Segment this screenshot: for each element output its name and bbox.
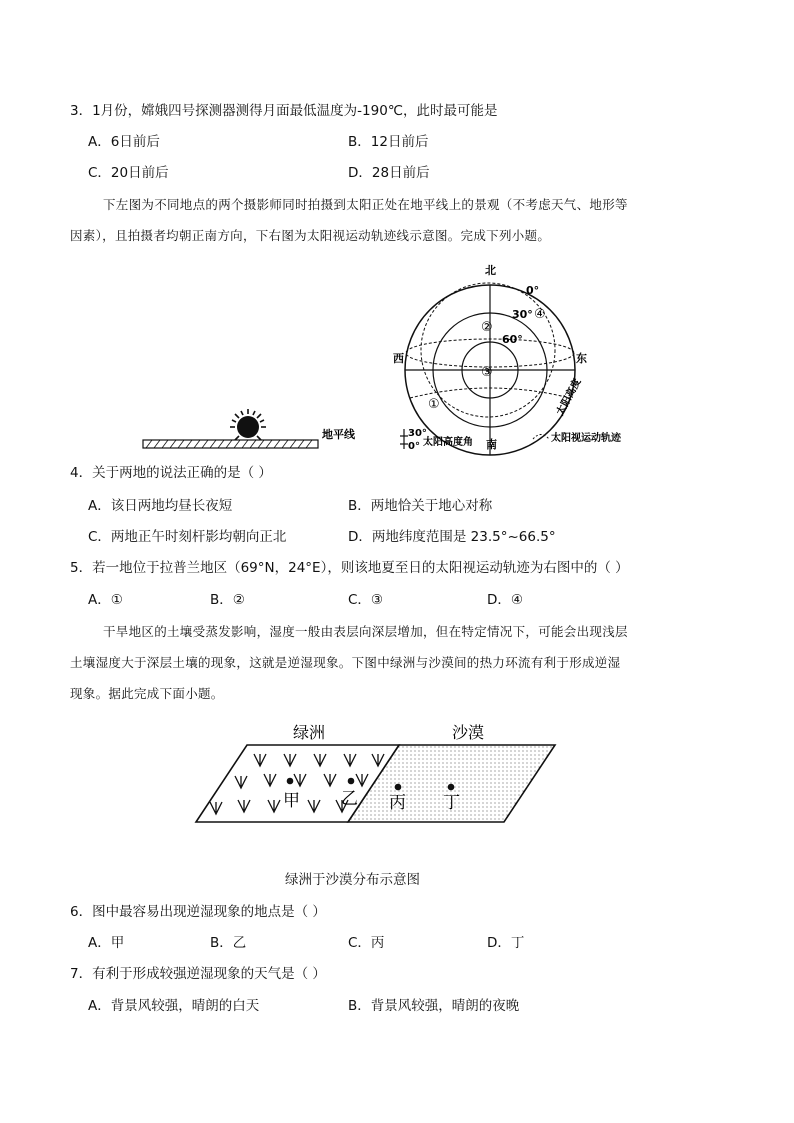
q5-option-a[interactable]: A．① [88,592,123,608]
sun-track-diagram [390,258,650,458]
track-2-marker: ② [481,320,493,335]
q7-option-a[interactable]: A．背景风较强，晴朗的白天 [88,998,260,1014]
desert-label: 沙漠 [452,723,485,742]
intro-1-line-1: 下左图为不同地点的两个摄影师同时拍摄到太阳正处在地平线上的景观（不考虑天气、地形等 [103,197,628,212]
angle-0-label: 0° [526,284,540,297]
angle-30-label: 30° [512,308,533,321]
sun-altitude-label: 太阳高度 [554,376,584,418]
q5-option-b[interactable]: B．② [210,592,245,608]
point-ding-marker [448,784,455,791]
west-label: 西 [393,352,404,365]
intro-2-line-2: 土壤湿度大于深层土壤的现象，这就是逆湿现象。下图中绿洲与沙漠间的热力环流有利于形成逆湿 [70,655,621,670]
question-3-stem: 3．1月份，嫦娥四号探测器测得月面最低温度为-190℃，此时最可能是 [70,103,498,119]
intro-2-line-1: 干旱地区的土壤受蒸发影响，湿度一般由表层向深层增加，但在特定情况下，可能会出现浅层 [103,624,628,639]
track-4-marker: ④ [534,307,546,322]
legend-0-label: 0° [408,441,420,452]
oasis-desert-diagram [190,718,570,828]
q6-option-b[interactable]: B．乙 [210,935,247,951]
q4-option-c[interactable]: C．两地正午时刻杆影均朝向正北 [88,529,287,545]
east-label: 东 [576,352,587,365]
intro-2-line-3: 现象。据此完成下面小题。 [70,686,224,701]
track-1-marker: ① [428,397,440,412]
legend-30-label: 30° [408,428,427,439]
q4-option-d[interactable]: D．两地纬度范围是 23.5°~66.5° [348,529,556,545]
q3-option-a[interactable]: A．6日前后 [88,134,160,150]
q3-option-d[interactable]: D．28日前后 [348,165,430,181]
north-label: 北 [485,264,496,277]
point-bing-label: 丙 [389,793,406,813]
q5-option-d[interactable]: D．④ [487,592,523,608]
q6-option-c[interactable]: C．丙 [348,935,385,951]
horizon-label: 地平线 [322,428,355,441]
point-yi-marker [348,778,355,785]
legend-track-label: 太阳视运动轨迹 [551,433,621,444]
legend-angle-label: 太阳高度角 [423,437,473,448]
altitude-legend-icon [400,429,408,449]
intro-1-line-2: 因素），且拍摄者均朝正南方向，下右图为太阳视运动轨迹线示意图。完成下列小题。 [70,228,551,243]
horizon-ground [143,440,318,448]
point-jia-marker [287,778,294,785]
question-6-stem: 6．图中最容易出现逆湿现象的地点是（ ） [70,904,326,920]
angle-60-label: 60° [502,333,523,346]
track-3-marker: ③ [481,365,493,380]
q7-option-b[interactable]: B．背景风较强，晴朗的夜晚 [348,998,520,1014]
q4-option-b[interactable]: B．两地恰关于地心对称 [348,498,493,514]
point-ding-label: 丁 [443,793,460,813]
sun-horizon-figure [140,400,380,460]
point-yi-label: 乙 [341,789,358,809]
q6-option-d[interactable]: D．丁 [487,935,525,951]
oasis-label: 绿洲 [293,723,326,742]
south-label: 南 [486,438,497,451]
question-7-stem: 7．有利于形成较强逆湿现象的天气是（ ） [70,966,326,982]
q3-option-b[interactable]: B．12日前后 [348,134,429,150]
q6-option-a[interactable]: A．甲 [88,935,125,951]
point-jia-label: 甲 [283,791,300,811]
question-5-stem: 5．若一地位于拉普兰地区（69°N，24°E），则该地夏至日的太阳视运动轨迹为右图中的（ ） [70,560,629,576]
q4-option-a[interactable]: A．该日两地均昼长夜短 [88,498,233,514]
q3-option-c[interactable]: C．20日前后 [88,165,169,181]
q5-option-c[interactable]: C．③ [348,592,384,608]
point-bing-marker [395,784,402,791]
question-4-stem: 4．关于两地的说法正确的是（ ） [70,465,272,481]
oasis-figure-caption: 绿洲于沙漠分布示意图 [285,872,420,888]
